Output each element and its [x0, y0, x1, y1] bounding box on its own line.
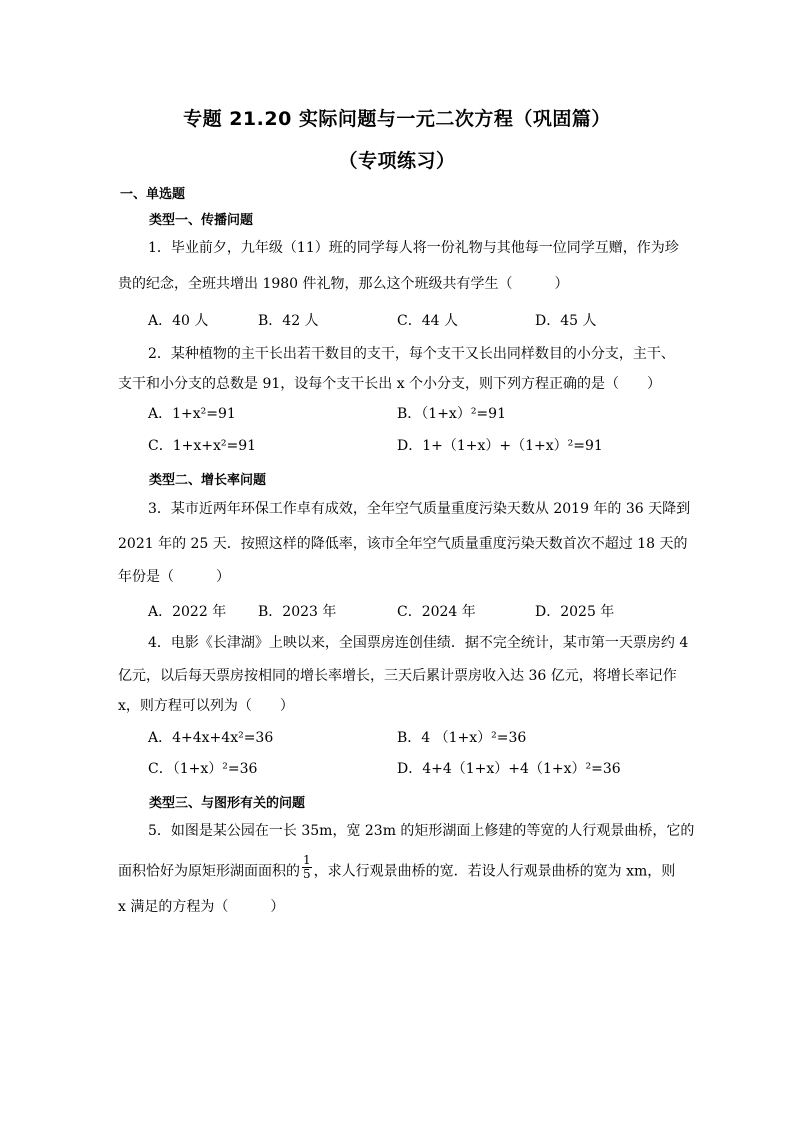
q1-line1: 1．毕业前夕，九年级（11）班的同学每人将一份礼物与其他每一位同学互赠，作为珍 [148, 240, 679, 256]
q1-option-a: A．40 人 [148, 313, 209, 329]
q3-option-d: D．2025 年 [535, 604, 615, 620]
q1-option-c: C．44 人 [397, 313, 458, 329]
q2-line1: 2．某种植物的主干长出若干数目的支干，每个支干又长出同样数目的小分支，主干、 [148, 346, 675, 362]
q3-option-a: A．2022 年 [148, 604, 227, 620]
section-heading: 一、单选题 [120, 187, 186, 202]
fraction-one-fifth [302, 854, 312, 881]
q5-line2 [118, 853, 676, 885]
fraction-numerator: 1 [303, 853, 311, 867]
q2-option-b: B．（1+x）²=91 [397, 406, 506, 422]
q4-line2: 亿元，以后每天票房按相同的增长率增长，三天后累计票房收入达 36 亿元，将增长率记作 [118, 668, 677, 684]
q1-option-b: B．42 人 [258, 313, 319, 329]
q5-line2-start: 面积恰好为原矩形湖面面积的 [118, 863, 300, 880]
q5-line1: 5．如图是某公园在一长 35m，宽 23m 的矩形湖面上修建的等宽的人行观景曲桥，它的 [148, 823, 695, 839]
q3-option-c: C．2024 年 [397, 604, 476, 620]
q4-line1: 4．电影《长津湖》上映以来，全国票房连创佳绩．据不完全统计，某市第一天票房约 4 [148, 635, 689, 651]
q4-line3: x，则方程可以列为（ ） [118, 698, 294, 714]
q2-option-a: A．1+x²=91 [148, 406, 236, 422]
type3-heading: 类型三、与图形有关的问题 [149, 796, 306, 811]
q5-line3: x 满足的方程为（ ） [118, 899, 285, 915]
type1-heading: 类型一、传播问题 [149, 213, 254, 228]
q1-line2: 贵的纪念，全班共增出 1980 件礼物，那么这个班级共有学生（ ） [118, 276, 569, 292]
q1-option-d: D．45 人 [535, 313, 597, 329]
document-subtitle: （专项练习） [338, 150, 456, 172]
q4-option-d: D．4+4（1+x）+4（1+x）²=36 [397, 761, 621, 777]
q3-line2: 2021 年的 25 天．按照这样的降低率，该市全年空气质量重度污染天数首次不超过 18 天的 [118, 536, 688, 552]
fraction-denominator: 5 [303, 867, 311, 881]
q5-line2-end: ，求人行观景曲桥的宽．若设人行观景曲桥的宽为 xm，则 [313, 863, 676, 880]
q3-line1: 3．某市近两年环保工作卓有成效，全年空气质量重度污染天数从 2019 年的 36 天降到 [148, 501, 691, 517]
q2-line2: 支干和小分支的总数是 91，设每个支干长出 x 个小分支，则下列方程正确的是（ ） [118, 376, 662, 392]
q2-option-c: C．1+x+x²=91 [148, 438, 257, 454]
type2-heading: 类型二、增长率问题 [149, 473, 267, 488]
q4-option-c: C．（1+x）²=36 [148, 761, 258, 777]
q3-line3: 年份是（ ） [118, 569, 230, 585]
q3-option-b: B．2023 年 [258, 604, 337, 620]
q4-option-a: A．4+4x+4x²=36 [148, 730, 274, 746]
document-title: 专题 21.20 实际问题与一元二次方程（巩固篇） [183, 108, 611, 130]
q4-option-b: B．4 （1+x）²=36 [397, 730, 527, 746]
q2-option-d: D．1+（1+x）+（1+x）²=91 [397, 438, 603, 454]
